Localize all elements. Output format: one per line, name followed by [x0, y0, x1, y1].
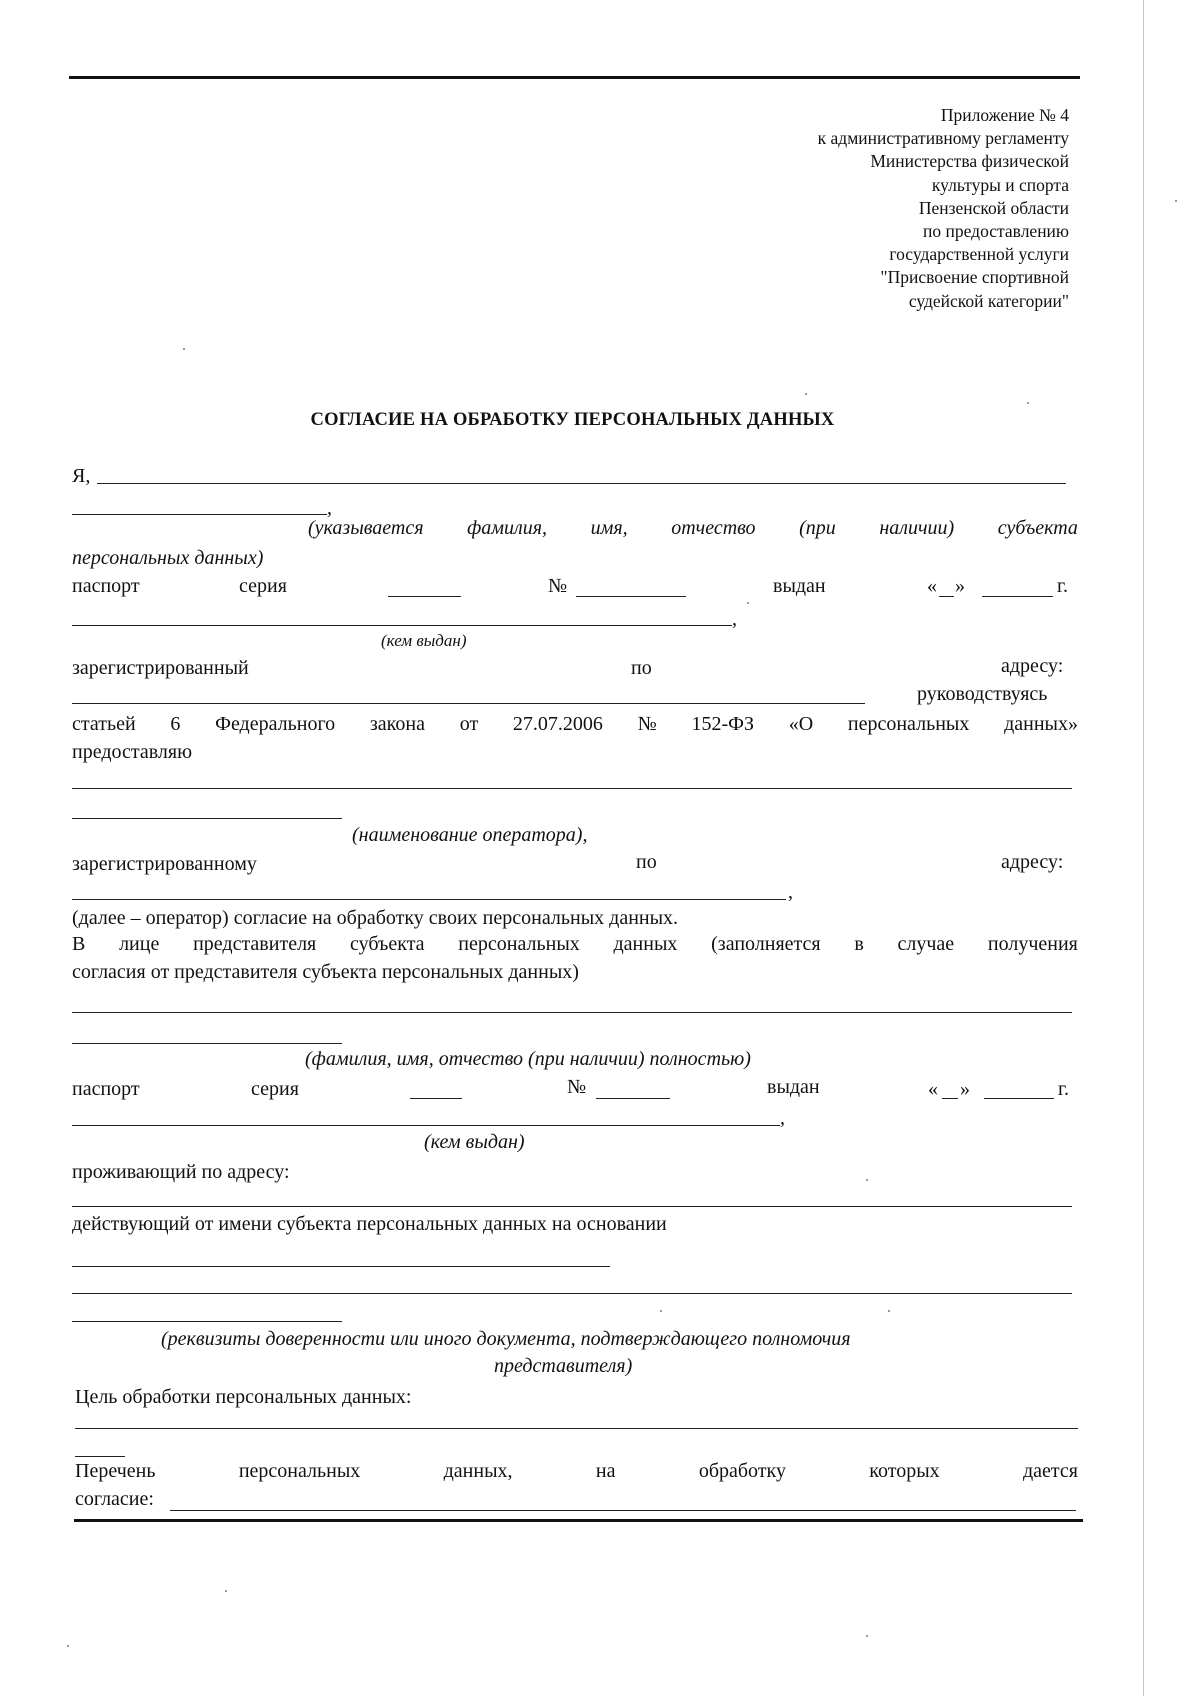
- address-label: адресу:: [1001, 655, 1064, 677]
- comma: ,: [732, 608, 737, 630]
- scan-speck: [1027, 402, 1029, 404]
- subject-hint-word: фамилия,: [467, 517, 548, 539]
- subject-name-line-1: [97, 483, 1066, 484]
- rep-date-year-field: [984, 1098, 1054, 1099]
- appendix-line: "Присвоение спортивной: [880, 267, 1069, 288]
- doc-hint-line-2: представителя): [494, 1355, 633, 1377]
- rep-date-open-quote: «: [928, 1078, 938, 1100]
- appendix-line: государственной услуги: [889, 244, 1069, 265]
- rep-name-line-1: [72, 1012, 1072, 1013]
- rep-issued-by-line: [72, 1125, 780, 1126]
- law-reference-word: статьей: [72, 713, 136, 735]
- law-reference-word: 27.07.2006: [512, 713, 603, 735]
- bottom-border-rule: [74, 1519, 1083, 1522]
- rep-year-suffix: г.: [1058, 1078, 1069, 1100]
- subject-hint-word: отчество: [671, 517, 756, 539]
- rep-date-day-field: [942, 1098, 958, 1099]
- law-reference-word: 152-ФЗ: [691, 713, 754, 735]
- law-reference-word: от: [459, 713, 479, 735]
- subject-hint-word: имя,: [590, 517, 628, 539]
- rep-issued-by-hint: (кем выдан): [424, 1131, 525, 1153]
- guided-label: руководствуясь: [917, 683, 1048, 705]
- data-list-word: данных,: [443, 1460, 513, 1482]
- date-close-quote: »: [955, 575, 965, 597]
- comma: ,: [780, 1107, 785, 1129]
- ya-label: Я,: [72, 465, 91, 487]
- appendix-line: Министерства физической: [870, 151, 1069, 172]
- subject-hint-word: субъекта: [997, 517, 1078, 539]
- representative-word: в: [854, 933, 864, 955]
- subject-hint-word: (при: [799, 517, 836, 539]
- appendix-line: к административному регламенту: [817, 128, 1069, 149]
- purpose-line: [75, 1428, 1078, 1429]
- law-reference-word: Федерального: [215, 713, 336, 735]
- data-list-word: Перечень: [75, 1460, 156, 1482]
- law-reference-word: персональных: [847, 713, 970, 735]
- scan-speck: [1175, 200, 1177, 202]
- rep-date-close-quote: »: [960, 1078, 970, 1100]
- scan-page-edge: [1143, 0, 1144, 1696]
- law-reference-row: [72, 712, 1078, 736]
- operator-po-label: по: [636, 851, 657, 873]
- representative-word: персональных: [458, 933, 580, 955]
- data-list-word: обработку: [698, 1460, 786, 1482]
- date-year-field: [982, 596, 1053, 597]
- date-open-quote: «: [927, 575, 937, 597]
- scan-speck: [805, 393, 807, 395]
- operator-address-line: [72, 899, 786, 900]
- law-reference-word: 6: [170, 713, 181, 735]
- appendix-line: Пензенской области: [918, 197, 1069, 218]
- rep-number-field: [596, 1098, 670, 1099]
- passport-label: паспорт: [72, 575, 140, 597]
- appendix-line: по предоставлению: [923, 221, 1069, 242]
- appendix-block: [818, 104, 1069, 313]
- document-title: СОГЛАСИЕ НА ОБРАБОТКУ ПЕРСОНАЛЬНЫХ ДАННЫХ: [310, 410, 835, 430]
- representative-word: случае: [897, 933, 955, 955]
- consent-statement: (далее – оператор) согласие на обработку своих персональных данных.: [72, 907, 679, 929]
- operator-registered-label: зарегистрированному: [72, 853, 257, 875]
- scan-speck: [67, 1645, 69, 1647]
- subject-name-line-2: [72, 514, 327, 515]
- scan-speck: [866, 1635, 868, 1637]
- rep-seriya-field: [410, 1098, 462, 1099]
- residing-label: проживающий по адресу:: [72, 1161, 290, 1183]
- appendix-line: Приложение № 4: [940, 105, 1069, 125]
- date-day-field: [939, 596, 954, 597]
- issued-by-hint: (кем выдан): [381, 631, 467, 650]
- representative-word: данных: [613, 933, 678, 955]
- address-line: [72, 703, 865, 704]
- scan-speck: [866, 1179, 868, 1181]
- provide-label: предоставляю: [72, 741, 193, 763]
- subject-hint-word: наличии): [879, 517, 955, 539]
- scan-speck: [225, 1590, 227, 1592]
- subject-hint-row: [308, 516, 1078, 540]
- basis-line-1: [72, 1266, 610, 1267]
- seriya-field: [388, 596, 461, 597]
- comma: ,: [788, 881, 793, 903]
- representative-word: получения: [987, 933, 1078, 955]
- law-reference-word: закона: [369, 713, 425, 735]
- representative-word: представителя: [193, 933, 317, 955]
- rep-seriya-label: серия: [251, 1078, 299, 1100]
- number-field: [576, 596, 686, 597]
- issued-by-line: [72, 625, 732, 626]
- representative-word: В: [72, 933, 86, 955]
- scan-speck: [747, 602, 749, 604]
- representative-word: (заполняется: [711, 933, 821, 955]
- scan-speck: [888, 1310, 890, 1312]
- subject-hint-line-2: персональных данных): [72, 547, 264, 569]
- po-label: по: [631, 657, 652, 679]
- top-border-rule: [69, 76, 1080, 79]
- law-reference-word: №: [637, 713, 657, 735]
- representative-word: лице: [119, 933, 160, 955]
- basis-line-3: [72, 1321, 342, 1322]
- representative-word: субъекта: [350, 933, 425, 955]
- data-list-row: [75, 1459, 1078, 1483]
- acting-label: действующий от имени субъекта персональных данных на основании: [72, 1213, 667, 1235]
- number-sign: №: [548, 575, 568, 597]
- comma: ,: [327, 497, 332, 519]
- consent-label: согласие:: [75, 1488, 154, 1510]
- residing-address-line: [72, 1206, 1072, 1207]
- rep-fio-hint: (фамилия, имя, отчество (при наличии) полностью): [305, 1048, 751, 1070]
- rep-number-sign: №: [567, 1076, 587, 1098]
- purpose-label: Цель обработки персональных данных:: [75, 1386, 412, 1408]
- year-suffix: г.: [1057, 575, 1068, 597]
- representative-line-2: согласия от представителя субъекта персональных данных): [72, 961, 579, 983]
- appendix-line: культуры и спорта: [931, 174, 1069, 195]
- operator-name-line-1: [72, 788, 1072, 789]
- data-list-word: которых: [869, 1460, 940, 1482]
- rep-passport-label: паспорт: [72, 1078, 140, 1100]
- law-reference-word: «О: [788, 713, 814, 735]
- scan-speck: [183, 348, 185, 350]
- basis-line-2: [72, 1293, 1072, 1294]
- data-list-word: на: [595, 1460, 616, 1482]
- representative-row: [72, 932, 1078, 956]
- registered-label: зарегистрированный: [72, 657, 249, 679]
- subject-hint-word: (указывается: [308, 517, 424, 539]
- purpose-line-short: [75, 1456, 125, 1457]
- data-list-word: дается: [1023, 1460, 1078, 1482]
- consent-list-line: [170, 1510, 1076, 1511]
- operator-name-line-2: [72, 818, 342, 819]
- law-reference-word: данных»: [1004, 713, 1078, 735]
- vydan-label: выдан: [773, 575, 826, 597]
- seriya-label: серия: [239, 575, 287, 597]
- rep-name-line-2: [72, 1043, 342, 1044]
- data-list-word: персональных: [238, 1460, 361, 1482]
- appendix-line: судейской категории": [908, 290, 1069, 311]
- operator-address-label: адресу:: [1001, 851, 1064, 873]
- scan-speck: [660, 1310, 662, 1312]
- rep-vydan-label: выдан: [767, 1076, 820, 1098]
- doc-hint-line-1: (реквизиты доверенности или иного документа, подтверждающего полномочия: [161, 1328, 851, 1350]
- operator-name-hint: (наименование оператора),: [352, 824, 588, 846]
